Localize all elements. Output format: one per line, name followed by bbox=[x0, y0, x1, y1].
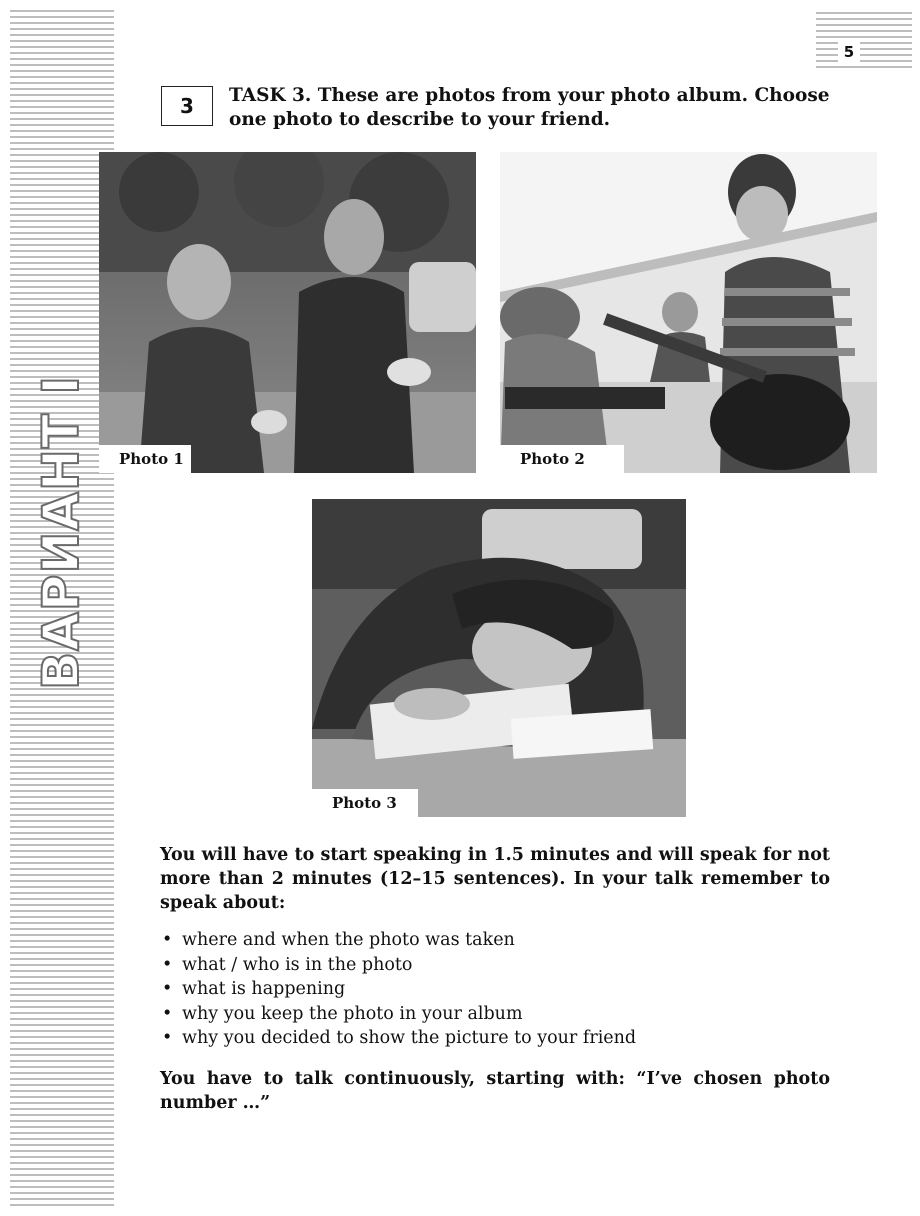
list-item: • what / who is in the photo bbox=[160, 953, 830, 978]
list-item: • why you keep the photo in your album bbox=[160, 1002, 830, 1027]
task-title: TASK 3. These are photos from your photo album. Choose one photo to describe to your friend. bbox=[229, 85, 830, 130]
photo-2-caption: Photo 2 bbox=[500, 445, 624, 473]
page-number: 5 bbox=[838, 40, 860, 64]
variant-label: ВАРИАНТ I bbox=[32, 375, 90, 690]
list-item: • where and when the photo was taken bbox=[160, 928, 830, 953]
photo-2 bbox=[500, 152, 877, 473]
list-item: • what is happening bbox=[160, 977, 830, 1002]
task-number-box: 3 bbox=[161, 86, 213, 126]
photo-2-image bbox=[500, 152, 877, 473]
bullet-list bbox=[160, 928, 830, 1051]
photo-1-image bbox=[99, 152, 476, 473]
photo-3 bbox=[312, 499, 686, 817]
photo-3-caption: Photo 3 bbox=[312, 789, 418, 817]
photo-1-caption: Photo 1 bbox=[99, 445, 191, 473]
page-number-stripes bbox=[816, 12, 912, 70]
list-item: • why you decided to show the picture to your friend bbox=[160, 1026, 830, 1051]
instructions-paragraph: You will have to start speaking in 1.5 minutes and will speak for not more than 2 minutes (12–15 sentences). In your talk remember to speak about: bbox=[160, 845, 830, 913]
photo-1 bbox=[99, 152, 476, 473]
photo-3-image bbox=[312, 499, 686, 817]
closing-paragraph: You have to talk continuously, starting with: “I’ve chosen photo number …” bbox=[160, 1069, 830, 1113]
